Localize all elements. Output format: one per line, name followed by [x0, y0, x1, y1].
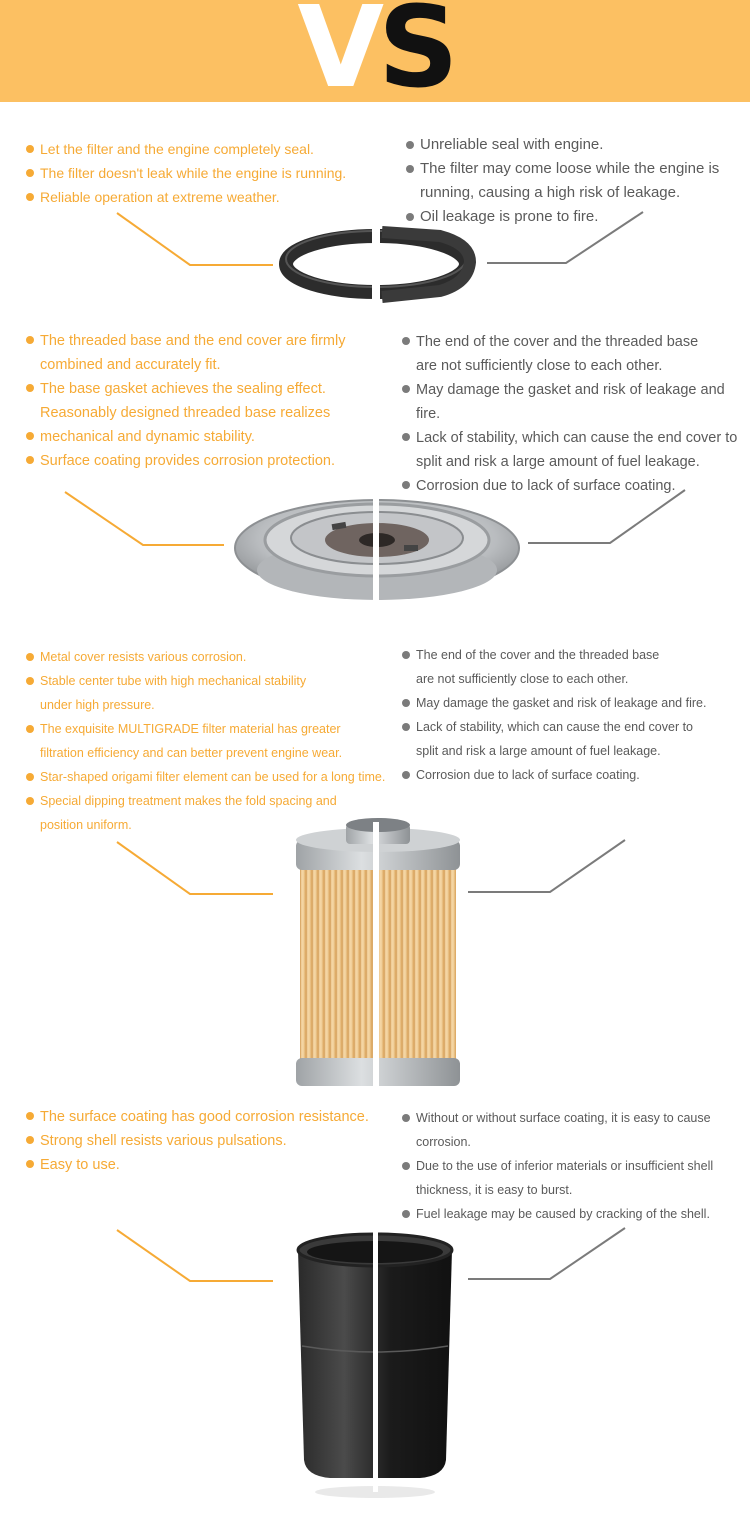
- bad-feature-item: are not sufficiently close to each other.: [416, 672, 629, 686]
- bad-feature-item: running, causing a high risk of leakage.: [420, 184, 681, 201]
- good-feature-item: Special dipping treatment makes the fold spacing and: [26, 789, 406, 813]
- good-feature-item: Stable center tube with high mechanical stability: [26, 669, 406, 693]
- good-feature-item: under high pressure.: [40, 698, 155, 712]
- bad-feature-item: thickness, it is easy to burst.: [416, 1183, 573, 1197]
- bad-feature-item: Due to the use of inferior materials or insufficient shell: [402, 1154, 748, 1178]
- bad-feature-item: Unreliable seal with engine.: [406, 133, 746, 157]
- good-feature-item: Strong shell resists various pulsations.: [26, 1129, 386, 1153]
- good-feature-item: Surface coating provides corrosion protection.: [26, 449, 386, 473]
- vs-letter-s: S: [378, 0, 453, 113]
- bad-feature-item: corrosion.: [416, 1135, 471, 1149]
- bad-feature-item: Lack of stability, which can cause the end cover to: [402, 715, 748, 739]
- good-leader-line: [117, 1230, 273, 1281]
- bad-leader-line: [468, 1228, 625, 1279]
- good-feature-item: filtration efficiency and can better prevent engine wear.: [40, 746, 343, 760]
- bad-feature-item: split and risk a large amount of fuel leakage.: [416, 744, 661, 758]
- bad-feature-item: May damage the gasket and risk of leakage and fire.: [402, 378, 748, 426]
- good-feature-item: The exquisite MULTIGRADE filter material has greater: [26, 717, 406, 741]
- good-feature-item: The surface coating has good corrosion resistance.: [26, 1105, 386, 1129]
- good-feature-item: combined and accurately fit.: [40, 357, 221, 373]
- bad-feature-item: Corrosion due to lack of surface coating.: [402, 474, 748, 498]
- bad-feature-item: Lack of stability, which can cause the end cover to: [402, 426, 748, 450]
- bad-feature-item: Fuel leakage may be caused by cracking of the shell.: [402, 1202, 748, 1226]
- bad-feature-item: The filter may come loose while the engine is: [406, 157, 746, 181]
- good-feature-item: The base gasket achieves the sealing effect.: [26, 377, 386, 401]
- good-feature-item: Easy to use.: [26, 1153, 386, 1177]
- good-feature-item: Reasonably designed threaded base realizes: [40, 405, 331, 421]
- bad-feature-item: The end of the cover and the threaded base: [402, 330, 748, 354]
- good-feature-item: position uniform.: [40, 818, 132, 832]
- good-feature-item: Let the filter and the engine completely seal.: [26, 137, 371, 161]
- bad-feature-item: Oil leakage is prone to fire.: [406, 205, 746, 229]
- good-feature-item: mechanical and dynamic stability.: [26, 425, 386, 449]
- bad-feature-item: Without or without surface coating, it is easy to cause: [402, 1106, 748, 1130]
- bad-feature-item: are not sufficiently close to each other.: [416, 358, 663, 374]
- bad-feature-item: May damage the gasket and risk of leakage and fire.: [402, 691, 748, 715]
- good-feature-item: Reliable operation at extreme weather.: [26, 185, 371, 209]
- bad-feature-item: The end of the cover and the threaded base: [402, 643, 748, 667]
- good-feature-item: Star-shaped origami filter element can be used for a long time.: [26, 765, 406, 789]
- bad-feature-item: split and risk a large amount of fuel leakage.: [416, 454, 700, 470]
- good-feature-item: The threaded base and the end cover are firmly: [26, 329, 386, 353]
- good-feature-item: Metal cover resists various corrosion.: [26, 645, 406, 669]
- good-feature-item: The filter doesn't leak while the engine is running.: [26, 161, 371, 185]
- bad-feature-item: Corrosion due to lack of surface coating.: [402, 763, 748, 787]
- vs-letter-v: V: [297, 0, 378, 113]
